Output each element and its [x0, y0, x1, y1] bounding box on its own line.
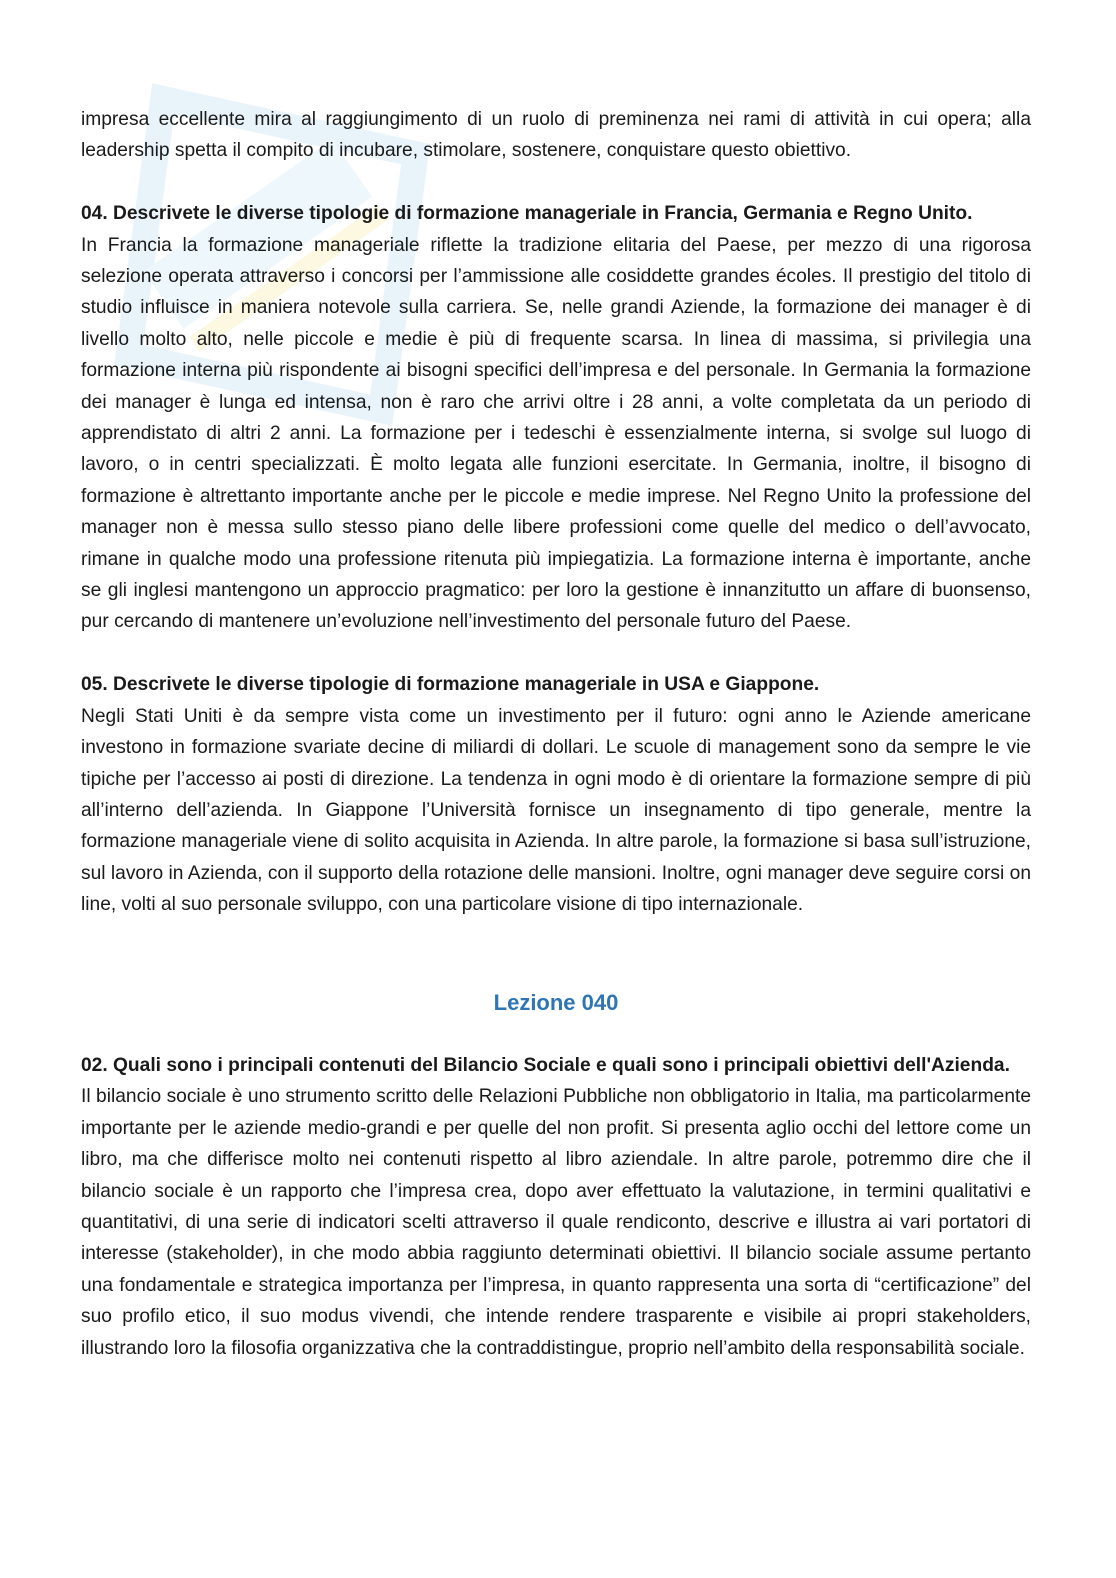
lesson-question-02-answer: Il bilancio sociale è uno strumento scritto delle Relazioni Pubbliche non obbligatorio in Italia, ma particolarmente importante per le aziende medio-grandi e per quelle del non profit. Si presenta aglio occhi del lettore come un libro, ma che differisce molto nei contenuti rispetto al libro aziendale. In altre parole, potremmo dire che il bilancio sociale è un rapporto che l’impresa crea, dopo aver effettuato la valutazione, in termini qualitativi e quantitativi, di una serie di indicatori scelti attraverso il quale rendiconto, descrive e illustra ai vari portatori di interesse (stakeholder), in che modo abbia raggiunto determinati obiettivi. Il bilancio sociale assume pertanto una fondamentale e strategica importanza per l’impresa, in quanto rappresenta una sorta di “certificazione” del suo profilo etico, il suo modus vivendi, che intende rendere trasparente e visibile ai propri stakeholders, illustrando loro la filosofia organizzativa che la contraddistingue, proprio nell’ambito della responsabilità sociale. [81, 1086, 1031, 1359]
question-04-title: 04. Descrivete le diverse tipologie di formazione manageriale in Francia, Germania e Regno Unito. [81, 203, 973, 225]
question-04-answer: In Francia la formazione manageriale riflette la tradizione elitaria del Paese, per mezzo di una rigorosa selezione operata attraverso i concorsi per l’ammissione alle cosiddette grandes écoles. Il prestigio del titolo di studio influisce in maniera notevole sulla carriera. Se, nelle grandi Aziende, la formazione dei manager è di livello molto alto, nelle piccole e medie è più di frequente scarsa. In linea di massima, si privilegia una formazione interna più rispondente ai bisogni specifici dell’impresa e del personale. In Germania la formazione dei manager è lunga ed intensa, non è raro che arrivi oltre i 28 anni, a volte completata da un periodo di apprendistato di altri 2 anni. La formazione per i tedeschi è essenzialmente interna, si svolge sul luogo di lavoro, o in centri specializzati. È molto legata alle funzioni esercitate. In Germania, inoltre, il bisogno di formazione è altrettanto importante anche per le piccole e medie imprese. Nel Regno Unito la professione del manager non è messa sullo stesso piano delle libere professioni come quelle del medico o dell’avvocato, rimane in qualche modo una professione ritenuta più impiegatizia. La formazione interna è importante, anche se gli inglesi mantengono un approccio pragmatico: per loro la gestione è innanzitutto un affare di buonsenso, pur cercando di mantenere un’evoluzione nell’investimento del personale futuro del Paese. [81, 234, 1031, 633]
lesson-question-02-title: 02. Quali sono i principali contenuti del Bilancio Sociale e quali sono i principali obiettivi dell'Azienda. [81, 1054, 1010, 1076]
intro-paragraph: impresa eccellente mira al raggiungimento di un ruolo di preminenza nei rami di attività in cui opera; alla leadership spetta il compito di incubare, stimolare, sostenere, conquistare questo obiettivo. [81, 109, 1031, 162]
question-05-title: 05. Descrivete le diverse tipologie di formazione manageriale in USA e Giappone. [81, 674, 820, 696]
lesson-heading: Lezione 040 [493, 989, 619, 1015]
question-05-answer: Negli Stati Uniti è da sempre vista come un investimento per il futuro: ogni anno le Aziende americane investono in formazione svariate decine di miliardi di dollari. Le scuole di management sono da sempre le vie tipiche per l’accesso ai posti di direzione. La tendenza in ogni modo è di orientare la formazione sempre di più all’interno dell’azienda. In Giappone l’Università fornisce un insegnamento di tipo generale, mentre la formazione manageriale viene di solito acquisita in Azienda. In altre parole, la formazione si basa sull’istruzione, sul lavoro in Azienda, con il supporto della rotazione delle mansioni. Inoltre, ogni manager deve seguire corsi on line, volti al suo personale sviluppo, con una particolare visione di tipo internazionale. [81, 705, 1031, 916]
document-page [81, 104, 1031, 1364]
